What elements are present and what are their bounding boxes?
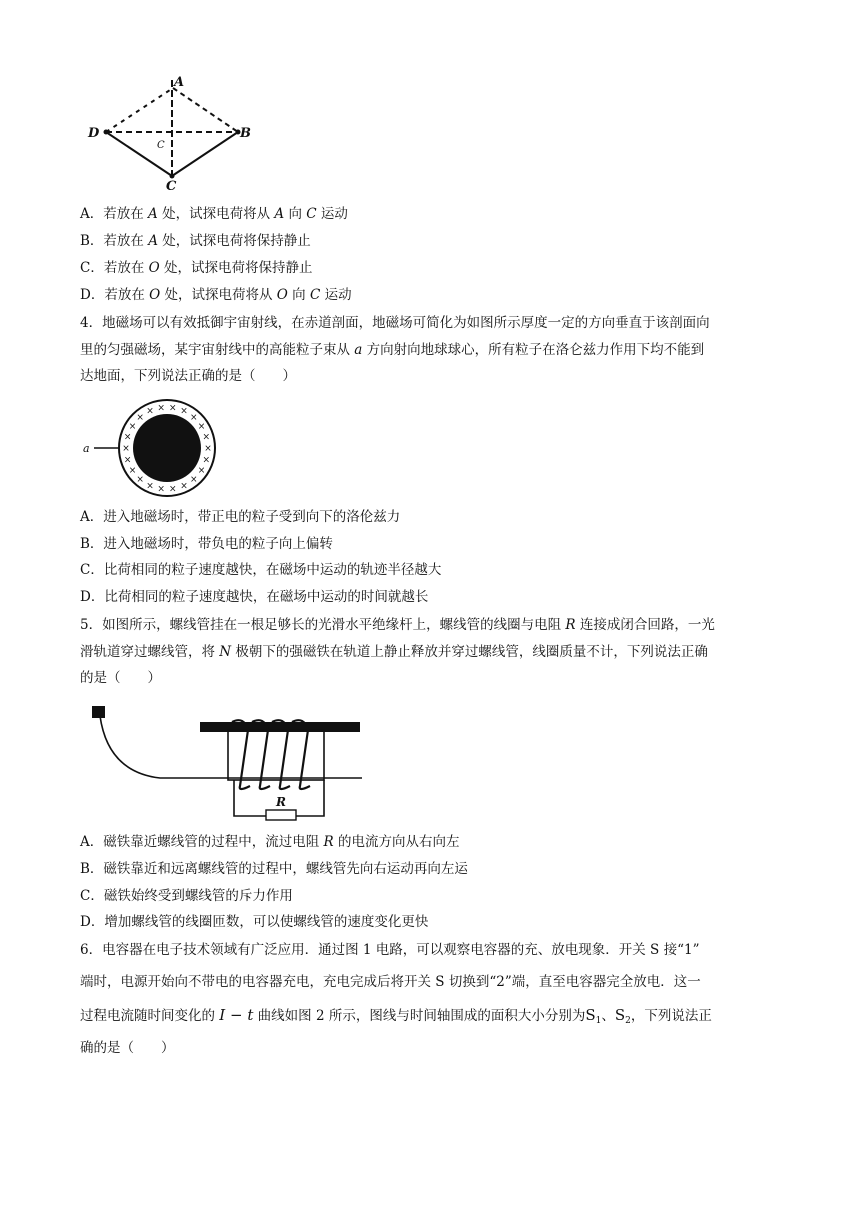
q3-rhombus-figure [80,72,270,194]
q6-stem-line-3: 过程电流随时间变化的 I − t 曲线如图 2 所示，图线与时间轴围成的面积大小分别为$S_1$、$S_2$，下列说法正 [80,1006,712,1026]
q4-option-a: A．进入地磁场时，带正电的粒子受到向下的洛伦兹力 [80,509,401,525]
field-x-mark: × [146,481,154,492]
q5-option-d: D．增加螺线管的线圈匝数，可以使螺线管的速度变化更快 [80,914,429,930]
q5-stem-line-2: 滑轨道穿过螺线管，将 N 极朝下的强磁铁在轨道上静止释放并穿过螺线管，线圈质量不计，下列说法正确 [80,644,708,660]
field-x-mark: × [202,455,211,466]
q5-label-R: R [276,795,286,809]
q4-label-a: a [83,442,90,455]
q3-option-b: B．若放在 A 处，试探电荷将保持静止 [80,233,311,249]
field-x-mark: × [122,444,130,454]
q4-stem-line-2: 里的匀强磁场，某宇宙射线中的高能粒子束从 a 方向射向地球球心，所有粒子在洛仑兹力作用下均不能到 [80,342,705,358]
q3-option-a: A．若放在 A 处，试探电荷将从 A 向 C 运动 [80,206,348,222]
q5-option-a: A．磁铁靠近螺线管的过程中，流过电阻 R 的电流方向从右向左 [80,834,460,850]
q4-option-b: B．进入地磁场时，带负电的粒子向上偏转 [80,536,333,552]
q3-label-O: C [157,140,165,151]
field-x-mark: × [123,455,132,466]
field-x-mark: × [180,481,188,492]
q3-label-D: D [88,126,100,141]
q4-option-c: C．比荷相同的粒子速度越快，在磁场中运动的轨迹半径越大 [80,562,442,578]
field-x-mark: × [123,432,132,443]
q6-stem-line-1: 6．电容器在电子技术领域有广泛应用．通过图 1 电路，可以观察电容器的充、放电现象．开关 S 接“1” [80,942,700,958]
q4-stem-line-3: 达地面，下列说法正确的是（ ） [80,368,296,384]
i-t-expression: I − t [219,1006,254,1024]
field-x-mark: × [180,406,188,417]
field-x-mark: × [157,484,165,495]
field-x-mark: × [197,466,206,477]
q5-option-c: C．磁铁始终受到螺线管的斥力作用 [80,888,293,904]
field-x-mark: × [157,403,165,414]
field-x-mark: × [204,444,212,454]
q4-stem-line-1: 4．地磁场可以有效抵御宇宙射线，在赤道剖面，地磁场可简化为如图所示厚度一定的方向垂直于该剖面向 [80,315,710,331]
q5-stem-line-1: 5．如图所示，螺线管挂在一根足够长的光滑水平绝缘杆上，螺线管的线圈与电阻 R 连接成闭合回路，一光 [80,617,715,633]
q5-option-b: B．磁铁靠近和远离螺线管的过程中，螺线管先向右运动再向左运 [80,861,468,877]
q3-option-c: C．若放在 O 处，试探电荷将保持静止 [80,260,313,276]
field-x-mark: × [169,484,177,495]
field-x-mark: × [136,475,144,485]
field-x-mark: × [128,421,137,432]
field-x-mark: × [128,466,137,477]
q5-stem-line-3: 的是（ ） [80,670,161,686]
q5-solenoid-figure [80,700,370,826]
field-x-mark: × [190,413,198,423]
q3-label-B: B [240,126,251,141]
field-x-mark: × [190,475,198,485]
q6-stem-line-4: 确的是（ ） [80,1040,175,1056]
q3-label-C: C [166,179,177,194]
field-x-mark: × [202,432,211,443]
q3-option-d: D．若放在 O 处，试探电荷将从 O 向 C 运动 [80,287,352,303]
field-x-mark: × [197,421,206,432]
field-x-mark: × [146,406,154,417]
q3-label-A: A [174,75,185,90]
q4-option-d: D．比荷相同的粒子速度越快，在磁场中运动的时间就越长 [80,589,429,605]
q4-earth-field-figure [80,396,230,500]
field-x-mark: × [169,403,177,414]
field-x-mark: × [136,413,144,423]
q6-stem-line-2: 端时，电源开始向不带电的电容器充电，充电完成后将开关 S 切换到“2”端，直至电容器完全放电．这一 [80,974,701,990]
